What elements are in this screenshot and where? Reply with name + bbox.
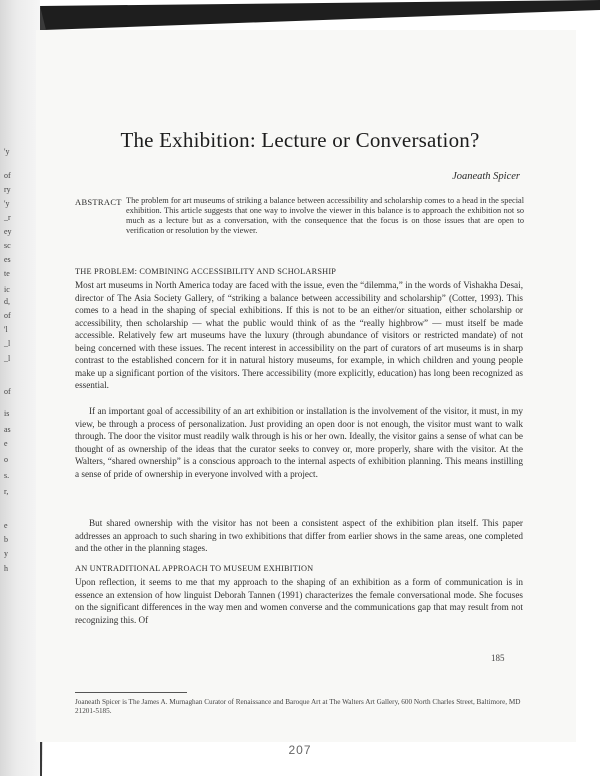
gutter-fragment: y [4,549,8,558]
gutter-fragment: of [4,171,11,180]
gutter-fragment: is [4,409,10,418]
gutter-fragment: 'y [4,147,10,156]
gutter-fragment: es [4,255,11,264]
left-gutter [0,0,40,776]
gutter-fragment: s. [4,471,10,480]
gutter-fragment: _l [4,339,11,348]
gutter-fragment: sc [4,241,11,250]
body-paragraph: But shared ownership with the visitor has not been a consistent aspect of the exhibition plan itself. This paper addresses an approach to such sharing in two exhibitions that differ from earlier shows in the same areas, one completed and the other in the planning stages. [75,518,523,553]
section-heading: THE PROBLEM: COMBINING ACCESSIBILITY AND SCHOLARSHIP [75,267,337,276]
body-paragraph: Most art museums in North America today are faced with the issue, even the “dilemma,” in the words of Vishakha Desai, director of The Asia Society Gallery, of “striking a balance between accessibility and scholarship” (Cotter, 1993). This comes to a head in the shaping of special exhibitions. If this is not to be an either/or situation, either scholarship or accessibility, then scholarship — what the public would think of as the “really highbrow” — must itself be made accessible. Relatively few art museums have the luxury (through abundance of visitors or restricted mandate) of not being concerned with these issues. The recent interest in accessibility on the part of curators of art museums is in sharp contrast to the established concern for it in natural history museums, for example, in which children and young people make up a significant portion of the visitors. There accessibility (more explicitly, education) has long been recognized as essential. [75,280,523,390]
gutter-fragment: ey [4,227,12,236]
gutter-fragment: as [4,425,11,434]
journal-page-number: 185 [491,653,505,663]
article-title: The Exhibition: Lecture or Conversation? [120,128,480,152]
section-heading: AN UNTRADITIONAL APPROACH TO MUSEUM EXHIBITION [75,564,314,573]
gutter-fragment: ry [4,185,11,194]
gutter-fragment: ic [4,285,10,294]
body-paragraph: Upon reflection, it seems to me that my approach to the shaping of an exhibition as a form of communication is in essence an extension of how linguist Deborah Tannen (1991) characterizes the female conversational mode. She focuses on the significant differences in the way men and women converse and the communications gap that may result from not recognizing this. Of [75,577,523,625]
body-paragraph: If an important goal of accessibility of an art exhibition or installation is the involvement of the visitor, it must, in my view, be through a process of personalization. Just providing an open door is not enough, the visitor must want to walk through. The door the visitor must readily walk through is his or her own. Ideally, the visitor gains a sense of what can be thought of as ownership of the ideas that the curator seeks to convey or, more properly, share with the visitor. At the Walters, “shared ownership” is a conscious approach to the internal aspects of exhibition planning. This means instilling a sense of pride of ownership in everyone involved with a project. [75,406,523,479]
author-name: Joaneath Spicer [452,171,520,182]
gutter-fragment: te [4,269,10,278]
gutter-fragment: of [4,311,11,320]
scan-page-number: 207 [288,743,312,757]
abstract-text: The problem for art museums of striking a balance between accessibility and scholarship comes to a head in the special exhibition. This article suggests that one way to involve the viewer in this balance is to approach the exhibition not so much as a lecture but as a conversation, with the consequence that the focus is on those issues that are open to verification or resolution by the viewer. [126,196,524,236]
gutter-fragment: of [4,387,11,396]
abstract-label: ABSTRACT [75,197,122,207]
gutter-fragment: e [4,439,8,448]
footnote-rule [75,692,187,693]
gutter-fragment: r, [4,487,9,496]
gutter-fragment: 'l [4,325,8,334]
gutter-fragment: e [4,521,8,530]
gutter-fragment: _l [4,354,11,363]
gutter-fragment: o [4,455,8,464]
gutter-fragment: b [4,535,8,544]
gutter-fragment: d, [4,297,10,306]
gutter-fragment: _r [4,213,11,222]
author-footnote: Joaneath Spicer is The James A. Murnaghan Curator of Renaissance and Baroque Art at The Walters Art Gallery, 600 North Charles Street, Baltimore, MD 21201-5185. [75,698,521,715]
gutter-fragment: 'y [4,199,10,208]
gutter-fragment: h [4,564,8,573]
